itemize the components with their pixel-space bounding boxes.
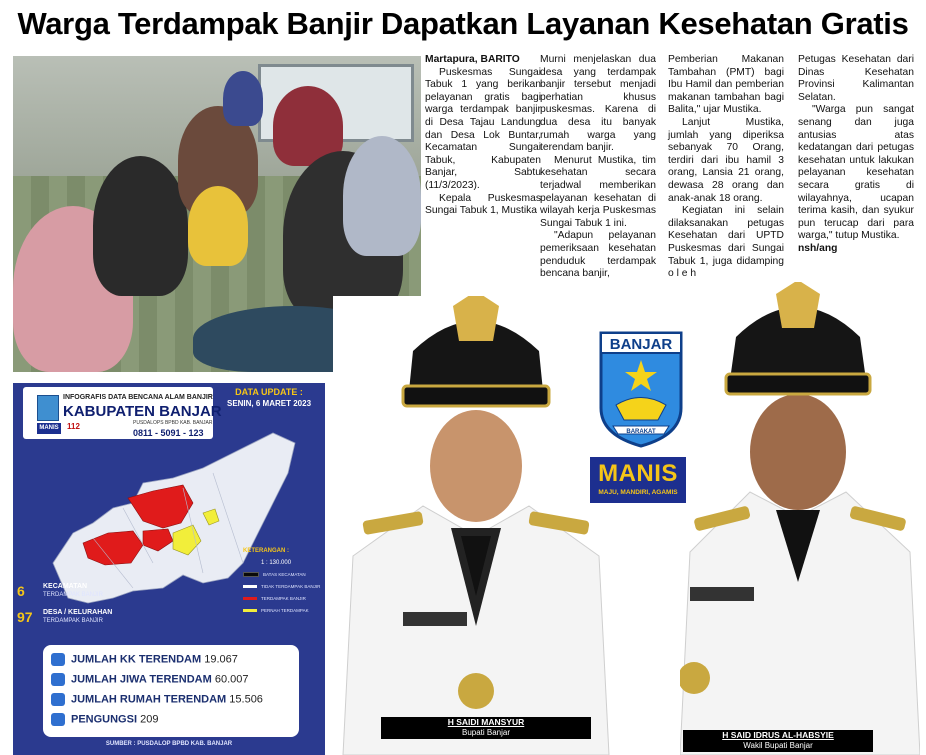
- phone-number: 0811 - 5091 - 123: [133, 428, 204, 438]
- refugee-icon: [51, 713, 65, 726]
- pusdalops-label: PUSDALOPS BPBD KAB. BANJAR: [133, 420, 213, 426]
- total-row: [51, 713, 158, 726]
- legend-label: TERDAMPAK BANJIR: [261, 596, 306, 601]
- data-update-date: SENIN, 6 MARET 2023: [226, 399, 312, 408]
- legend-item: [243, 596, 325, 601]
- manis-logo: [590, 457, 686, 503]
- article-column-2: [540, 54, 656, 281]
- article-paragraph: "Adapun pelayanan pemeriksaan kesehatan penduduk terdampak bencana banjir,: [540, 230, 656, 280]
- photo-person: [188, 186, 248, 266]
- banjar-emblem-text: BANJAR: [609, 336, 673, 353]
- dateline: Martapura, BARITO: [425, 54, 520, 65]
- totals-box: [43, 645, 299, 737]
- legend-swatch: [243, 597, 257, 600]
- legend-swatch: [243, 609, 257, 612]
- stat-label: DESA / KELURAHAN: [43, 609, 113, 616]
- data-update-label: DATA UPDATE :: [235, 387, 303, 397]
- stat-label: KECAMATAN: [43, 583, 88, 590]
- article-paragraph: Kepala Puskesmas Sungai Tabuk 1, Mustika: [425, 192, 541, 217]
- legend-label: TIDAK TERDAMPAK BANJIR: [261, 584, 321, 589]
- photo-person: [93, 156, 188, 296]
- total-row: [51, 673, 248, 686]
- family-icon: [51, 653, 65, 666]
- article-paragraph: Murni menjelaskan dua desa yang terdampak banjir tersebut menjadi perhatian khusus puskesmas. Karena di dua desa itu banyak rumah warga yang terendam banjir.: [540, 54, 656, 154]
- legend-swatch: [243, 585, 257, 588]
- legend-item: [243, 572, 325, 577]
- headline: Warga Terdampak Banjir Dapatkan Layanan Kesehatan Gratis: [17, 6, 909, 41]
- article-paragraph: Lanjut Mustika, jumlah yang diperiksa sebanyak 70 Orang, terdiri dari ibu hamil 3 orang, Lansia 21 orang, dewasa 28 orang dan anak-anak 18 orang.: [668, 116, 784, 204]
- article-paragraph: Menurut Mustika, tim kesehatan secara terjadwal memberikan pelayanan kesehatan di wilayah kerja Puskesmas Sungai Tabuk 1 ini.: [540, 154, 656, 229]
- legend-title: KETERANGAN :: [243, 548, 289, 554]
- legend-label: PERNAH TERDAMPAK: [261, 608, 309, 613]
- stat-sublabel: TERDAMPAK BANJIR: [43, 618, 103, 624]
- total-value: 60.007: [214, 673, 249, 686]
- infographic-source: SUMBER : PUSDALOP BPBD KAB. BANJAR: [105, 741, 233, 747]
- total-label: PENGUNGSI: [71, 713, 138, 726]
- manis-logo-text: MANIS: [598, 460, 678, 487]
- photo-person: [223, 71, 263, 126]
- barakat-text: BARAKAT: [626, 429, 656, 435]
- total-value: 19.067: [204, 653, 238, 666]
- portrait-wakil-bupati: [680, 282, 920, 755]
- total-row: [51, 693, 263, 706]
- article-paragraph: Pemberian Makanan Tambahan (PMT) bagi Ibu Hamil dan pemberian makanan tambahan bagi Balita," ujar Mustika.: [668, 54, 784, 116]
- article-paragraph: "Warga pun sangat senang dan juga antusias atas kedatangan dari petugas kesehatan untuk lakukan pelayanan kesehatan secara gratis di wilayahnya, ucapan terima kasih, dan syukur pun terucap dari para warga," tutup Mustika.: [798, 104, 914, 242]
- total-row: [51, 653, 238, 666]
- kabupaten-title: KABUPATEN BANJAR: [63, 403, 222, 420]
- article-paragraph: Petugas Kesehatan dari Dinas Kesehatan Provinsi Kalimantan Selatan.: [798, 54, 914, 103]
- wakil-bupati-photo: [680, 282, 920, 755]
- wakil-bupati-caption: [683, 730, 873, 752]
- legend-label: BATAS KECAMATAN: [263, 572, 306, 577]
- wakil-bupati-name: H SAID IDRUS AL-HABSYIE: [722, 730, 834, 740]
- bupati-caption: [381, 717, 591, 739]
- emergency-number: 112: [67, 422, 80, 431]
- article-column-3: [668, 54, 784, 281]
- manis-tagline: MAJU, MANDIRI, AGAMIS: [598, 489, 678, 496]
- total-label: JUMLAH KK TERENDAM: [71, 653, 202, 666]
- article-paragraph: Puskesmas Sungai Tabuk 1 yang berikan pelayanan gratis bagi warga terdampak banjir di Desa Tajau Landung dan Desa Lok Buntar, Kecamatan Sungai Tabuk, Kabupaten Banjar, Sabtu (11/3/2023).: [425, 66, 541, 191]
- bupati-role: Bupati Banjar: [461, 728, 511, 737]
- wakil-bupati-role: Wakil Bupati Banjar: [743, 741, 813, 750]
- photo-person: [343, 136, 421, 256]
- article-signature: nsh/ang: [798, 242, 838, 254]
- article-paragraph: Kegiatan ini selain dilaksanakan petugas Kesehatan dari UPTD Puskesmas dari Sungai Tabuk 1, juga didamping o l e h: [668, 205, 784, 280]
- total-label: JUMLAH JIWA TERENDAM: [71, 673, 212, 686]
- stat-desa: [17, 609, 113, 627]
- total-value: 209: [140, 713, 159, 726]
- stat-number: 97: [17, 609, 33, 625]
- infographic-title: INFOGRAFIS DATA BENCANA ALAM BANJIR: [63, 394, 213, 401]
- map-scale: 1 : 130.000: [261, 560, 292, 566]
- bupati-photo: [333, 296, 619, 755]
- banjar-regency-emblem: [598, 330, 684, 448]
- total-label: JUMLAH RUMAH TERENDAM: [71, 693, 227, 706]
- stat-kecamatan: [17, 583, 103, 601]
- manis-mini-logo: MANIS: [37, 423, 61, 434]
- map-legend: [243, 548, 325, 620]
- people-icon: [51, 673, 65, 686]
- portrait-bupati: [333, 296, 619, 755]
- house-icon: [51, 693, 65, 706]
- legend-item: [243, 584, 325, 589]
- bupati-name: H SAIDI MANSYUR: [447, 717, 525, 727]
- article-column-1: [425, 54, 541, 218]
- legend-item: [243, 608, 325, 613]
- total-value: 15.506: [229, 693, 263, 706]
- flood-infographic: [13, 383, 325, 755]
- stat-sublabel: TERDAMPAK BANJIR: [43, 592, 103, 598]
- article-column-4: [798, 54, 914, 256]
- stat-number: 6: [17, 583, 25, 599]
- legend-swatch: [243, 572, 259, 577]
